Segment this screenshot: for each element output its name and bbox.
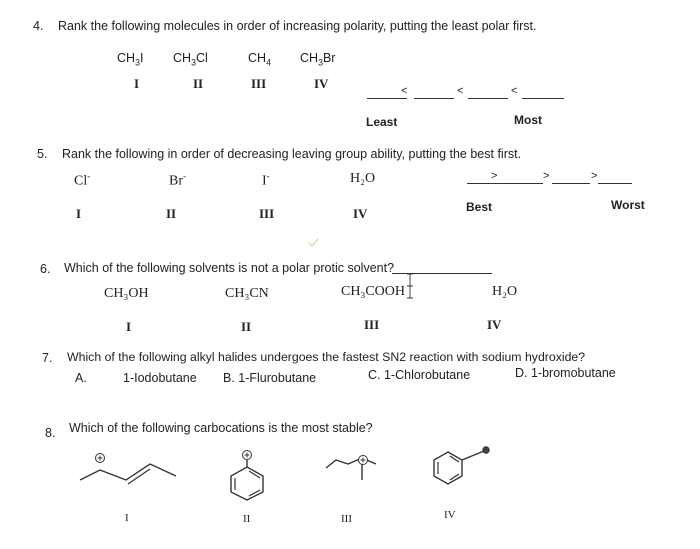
q4-number: 4. [33, 19, 44, 33]
q5-numeral-1: I [76, 206, 82, 221]
allylic-carbocation-structure [76, 450, 186, 490]
q5-numeral-4: IV [353, 206, 368, 221]
q4-numeral-1: I [134, 76, 140, 91]
q6-numeral-4: IV [487, 317, 502, 332]
q5-answer-blank-1[interactable] [467, 183, 505, 184]
q7-option-b[interactable]: B. 1-Flurobutane [223, 371, 317, 385]
q8-numeral-3: III [341, 513, 352, 525]
q8-numeral-4: IV [444, 509, 456, 521]
q4-numeral-2: II [193, 76, 204, 91]
q4-least-label: Least [366, 115, 398, 129]
q4-answer-blank-4[interactable] [522, 98, 564, 99]
q6-numeral-1: I [126, 319, 132, 334]
q5-separator-1: > [491, 170, 498, 182]
q7-option-a-letter: A. [75, 371, 87, 385]
q7-option-c[interactable]: C. 1-Chlorobutane [368, 368, 471, 382]
benzylic-carbocation-structure [432, 444, 494, 488]
q7-option-a[interactable]: 1-Iodobutane [123, 371, 197, 385]
cyclohexadienyl-carbocation-structure [226, 447, 272, 503]
q4-separator-1: < [401, 85, 408, 97]
q4-prompt: Rank the following molecules in order of increasing polarity, putting the least polar first. [58, 19, 537, 33]
q5-prompt: Rank the following in order of decreasing leaving group ability, putting the best first. [62, 147, 522, 161]
q6-numeral-3: III [364, 317, 380, 332]
q5-separator-2: > [543, 170, 550, 182]
q5-answer-blank-4[interactable] [598, 183, 632, 184]
q4-molecule-1: $CH_3I$ [117, 51, 144, 68]
q4-molecule-4: $CH_3Br$ [300, 51, 336, 68]
q4-separator-3: < [511, 85, 518, 97]
text-cursor-icon [406, 273, 414, 299]
q5-species-4: H₂O [350, 171, 376, 186]
q5-number: 5. [37, 147, 48, 161]
q8-numeral-1: I [125, 512, 129, 524]
q4-molecule-3: $CH_4$ [248, 51, 271, 68]
q5-numeral-2: II [166, 206, 177, 221]
q5-numeral-3: III [259, 206, 275, 221]
q4-numeral-3: III [251, 76, 267, 91]
q6-number: 6. [40, 262, 51, 276]
q7-option-d[interactable]: D. 1-bromobutane [515, 366, 616, 380]
q6-solvent-4: H₂O [492, 284, 518, 299]
q5-species-3: I- [262, 171, 270, 189]
q8-number: 8. [45, 426, 56, 440]
q6-solvent-2: CH₃CN [225, 286, 269, 301]
q4-answer-blank-2[interactable] [414, 98, 454, 99]
q5-worst-label: Worst [611, 198, 645, 212]
q5-answer-blank-2[interactable] [505, 183, 543, 184]
q4-answer-blank-1[interactable] [367, 98, 407, 99]
q5-species-1: Cl- [74, 171, 91, 189]
q5-answer-blank-3[interactable] [552, 183, 590, 184]
q7-number: 7. [42, 351, 53, 365]
q6-prompt: Which of the following solvents is not a polar protic solvent? [64, 261, 395, 275]
q4-most-label: Most [514, 113, 542, 127]
check-mark-icon [308, 238, 320, 248]
tertiary-carbocation-structure [322, 448, 382, 488]
q4-numeral-4: IV [314, 76, 329, 91]
q4-answer-blank-3[interactable] [468, 98, 508, 99]
q5-separator-3: > [591, 170, 598, 182]
q5-best-label: Best [466, 200, 493, 214]
q7-prompt: Which of the following alkyl halides undergoes the fastest SN2 reaction with sodium hydroxide? [67, 350, 586, 364]
q8-numeral-2: II [243, 513, 251, 525]
q5-species-2: Br- [169, 171, 186, 189]
q8-prompt: Which of the following carbocations is the most stable? [69, 421, 373, 435]
q4-separator-2: < [457, 85, 464, 97]
q6-solvent-1: CH₃OH [104, 286, 149, 301]
q4-molecule-2: $CH_3Cl$ [173, 51, 208, 68]
q6-numeral-2: II [241, 319, 252, 334]
q6-solvent-3: CH₃COOH [341, 284, 405, 299]
